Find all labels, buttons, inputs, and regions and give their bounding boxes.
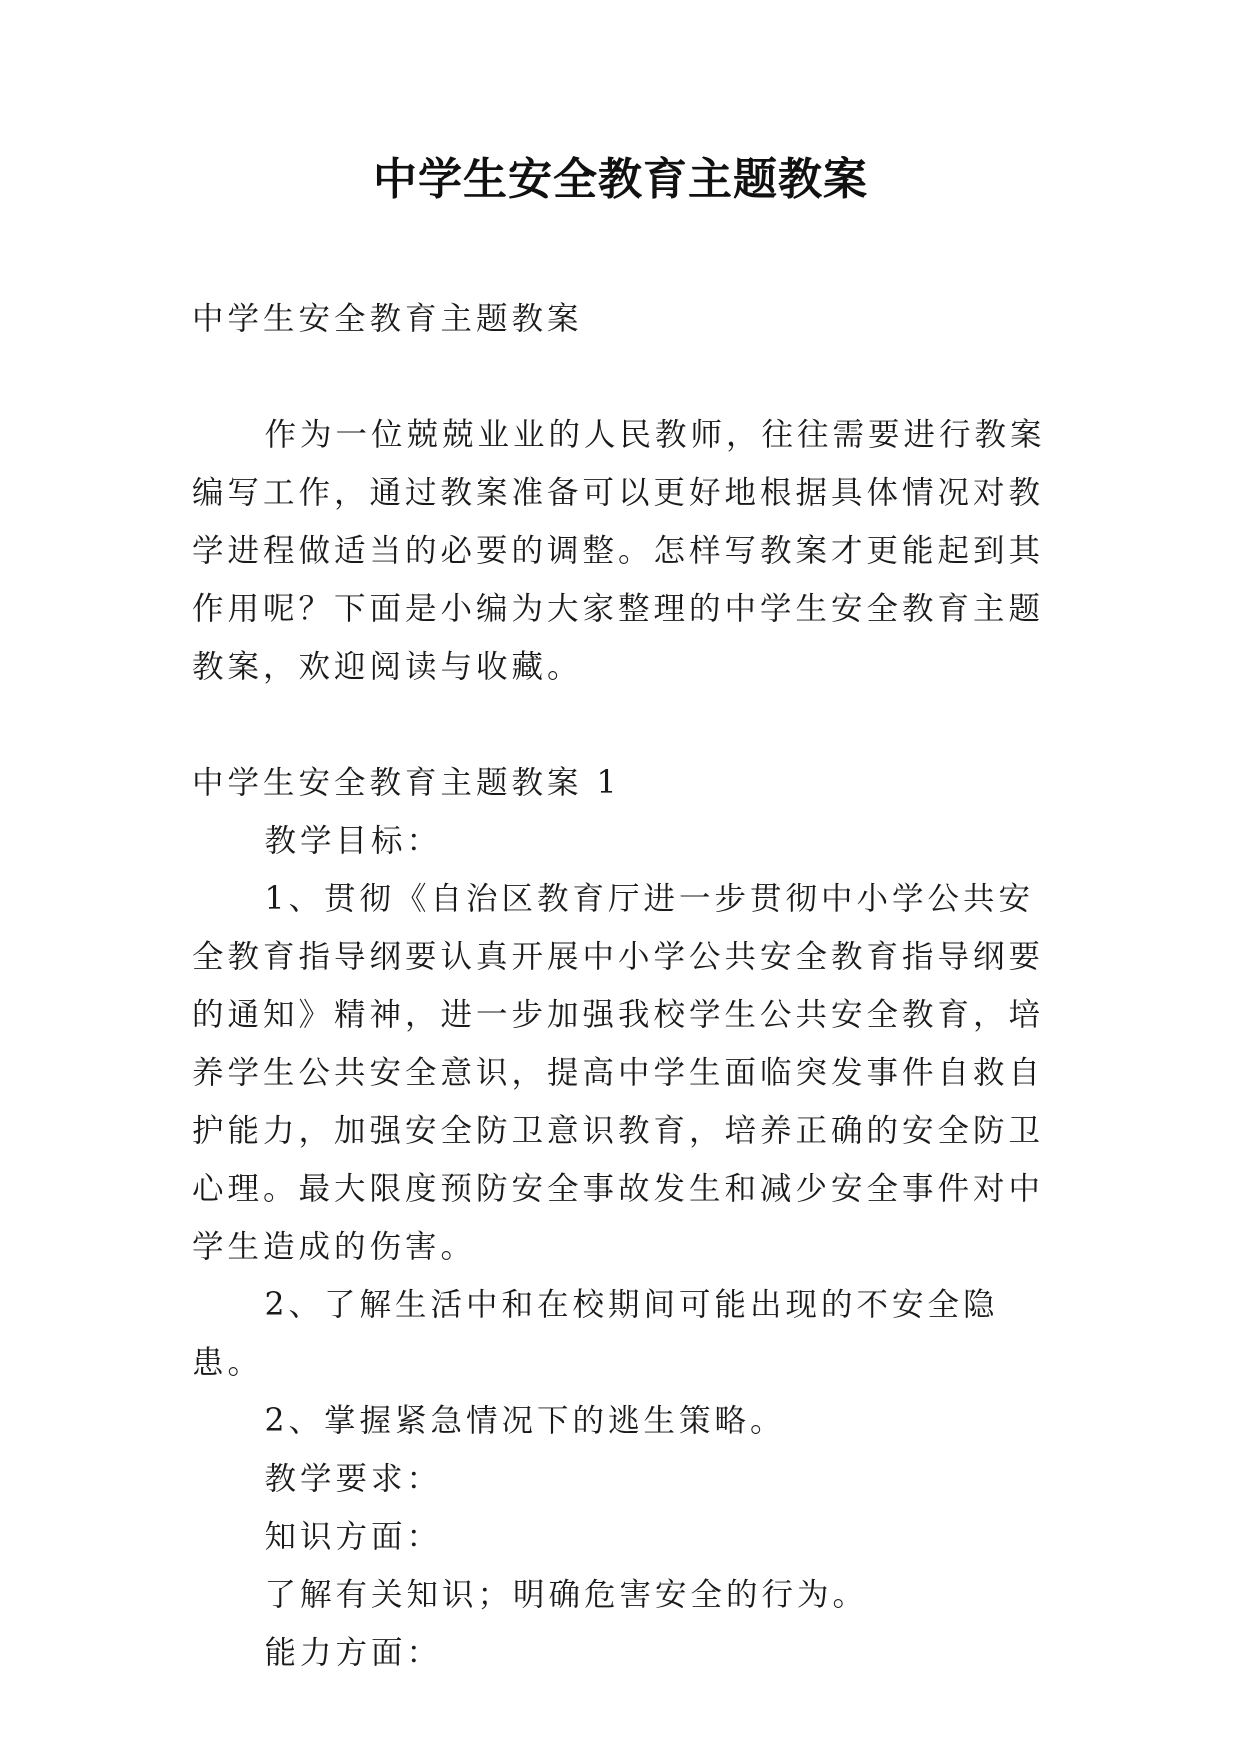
section-heading: 中学生安全教育主题教案 1	[192, 765, 621, 801]
document-body	[192, 290, 1056, 1682]
objective-paragraph: 2、掌握紧急情况下的逃生策略。	[264, 1403, 786, 1439]
document-title: 中学生安全教育主题教案	[373, 154, 868, 205]
ability-label: 能力方面：	[264, 1635, 442, 1671]
objective-paragraph: 2、了解生活中和在校期间可能出现的不安全隐患。	[192, 1287, 999, 1381]
intro-paragraph: 作为一位兢兢业业的人民教师，往往需要进行教案编写工作，通过教案准备可以更好地根据具体情况对教学进程做适当的必要的调整。怎样写教案才更能起到其作用呢？下面是小编为大家整理的中学生安全教育主题教案，欢迎阅读与收藏。	[192, 417, 1046, 685]
objectives-label: 教学目标：	[264, 823, 442, 859]
objective-paragraph: 1、贯彻《自治区教育厅进一步贯彻中小学公共安全教育指导纲要认真开展中小学公共安全教育指导纲要的通知》精神，进一步加强我校学生公共安全教育，培养学生公共安全意识，提高中学生面临突发事件自救自护能力，加强安全防卫意识教育，培养正确的安全防卫心理。最大限度预防安全事故发生和减少安全事件对中学生造成的伤害。	[192, 881, 1045, 1265]
knowledge-text: 了解有关知识；明确危害安全的行为。	[264, 1577, 868, 1613]
requirements-label: 教学要求：	[264, 1461, 442, 1497]
subtitle: 中学生安全教育主题教案	[192, 301, 583, 337]
knowledge-label: 知识方面：	[264, 1519, 442, 1555]
